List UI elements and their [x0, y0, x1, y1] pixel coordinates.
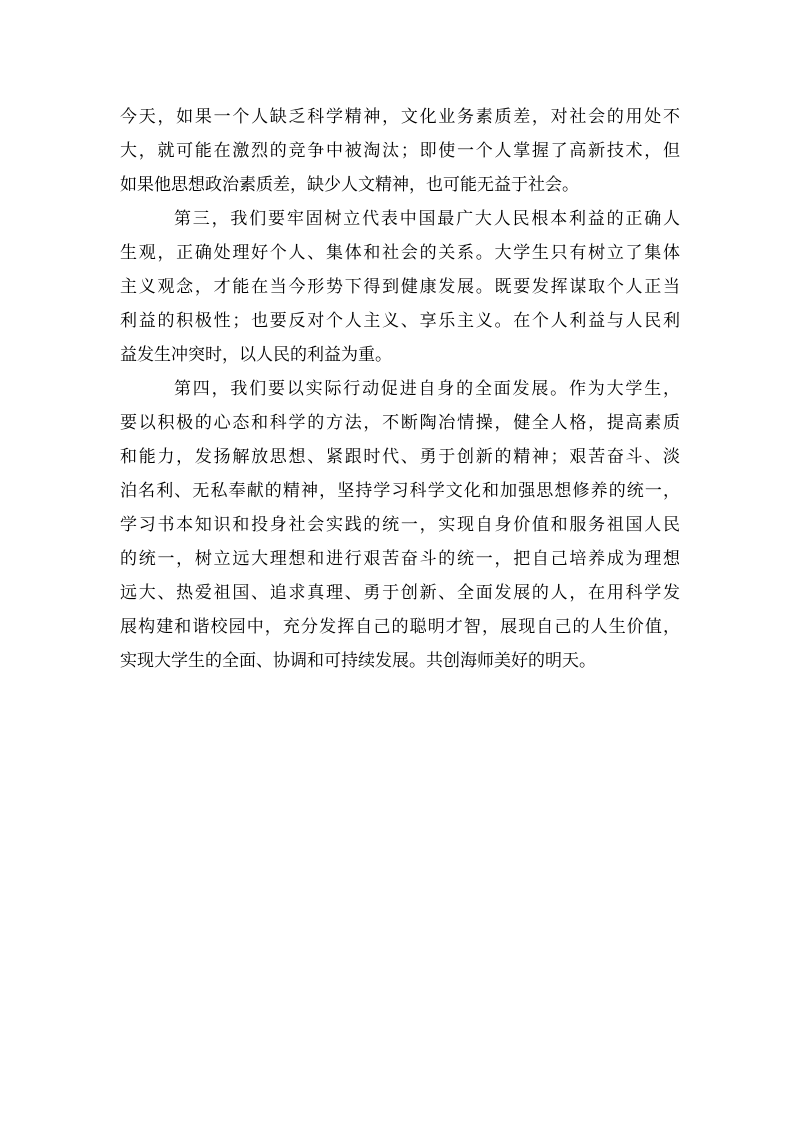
paragraph-1-line-3: 如果他思想政治素质差，缺少人文精神，也可能无益于社会。 — [120, 175, 579, 195]
paragraph-2-line-5: 益发生冲突时，以人民的利益为重。 — [120, 345, 392, 365]
document-body — [120, 100, 680, 678]
paragraph-1-line-1: 今天，如果一个人缺乏科学精神，文化业务素质差，对社会的用处不 — [120, 107, 680, 127]
paragraph-2-line-3: 主义观念，才能在当今形势下得到健康发展。既要发挥谋取个人正当 — [120, 277, 680, 297]
paragraph-3-line-8: 展构建和谐校园中，充分发挥自己的聪明才智，展现自己的人生价值， — [120, 617, 680, 637]
paragraph-3-line-9: 实现大学生的全面、协调和可持续发展。共创海师美好的明天。 — [120, 651, 596, 671]
paragraph-2-line-2: 生观，正确处理好个人、集体和社会的关系。大学生只有树立了集体 — [120, 243, 680, 263]
paragraph-3-line-6: 的统一，树立远大理想和进行艰苦奋斗的统一，把自己培养成为理想 — [120, 549, 680, 569]
paragraph-1-line-2: 大，就可能在激烈的竞争中被淘汰；即使一个人掌握了高新技术，但 — [120, 141, 680, 161]
paragraph-2-line-1: 第三，我们要牢固树立代表中国最广大人民根本利益的正确人 — [174, 209, 680, 229]
paragraph-3-line-1: 第四，我们要以实际行动促进自身的全面发展。作为大学生， — [174, 379, 680, 399]
paragraph-2-line-4: 利益的积极性；也要反对个人主义、享乐主义。在个人利益与人民利 — [120, 311, 680, 331]
paragraph-3-line-3: 和能力，发扬解放思想、紧跟时代、勇于创新的精神；艰苦奋斗、淡 — [120, 447, 680, 467]
paragraph-3-line-2: 要以积极的心态和科学的方法，不断陶冶情操，健全人格，提高素质 — [120, 413, 680, 433]
paragraph-3-line-4: 泊名利、无私奉献的精神，坚持学习科学文化和加强思想修养的统一， — [120, 481, 680, 501]
paragraph-3-line-7: 远大、热爱祖国、追求真理、勇于创新、全面发展的人，在用科学发 — [120, 583, 680, 603]
paragraph-3-line-5: 学习书本知识和投身社会实践的统一，实现自身价值和服务祖国人民 — [120, 515, 680, 535]
